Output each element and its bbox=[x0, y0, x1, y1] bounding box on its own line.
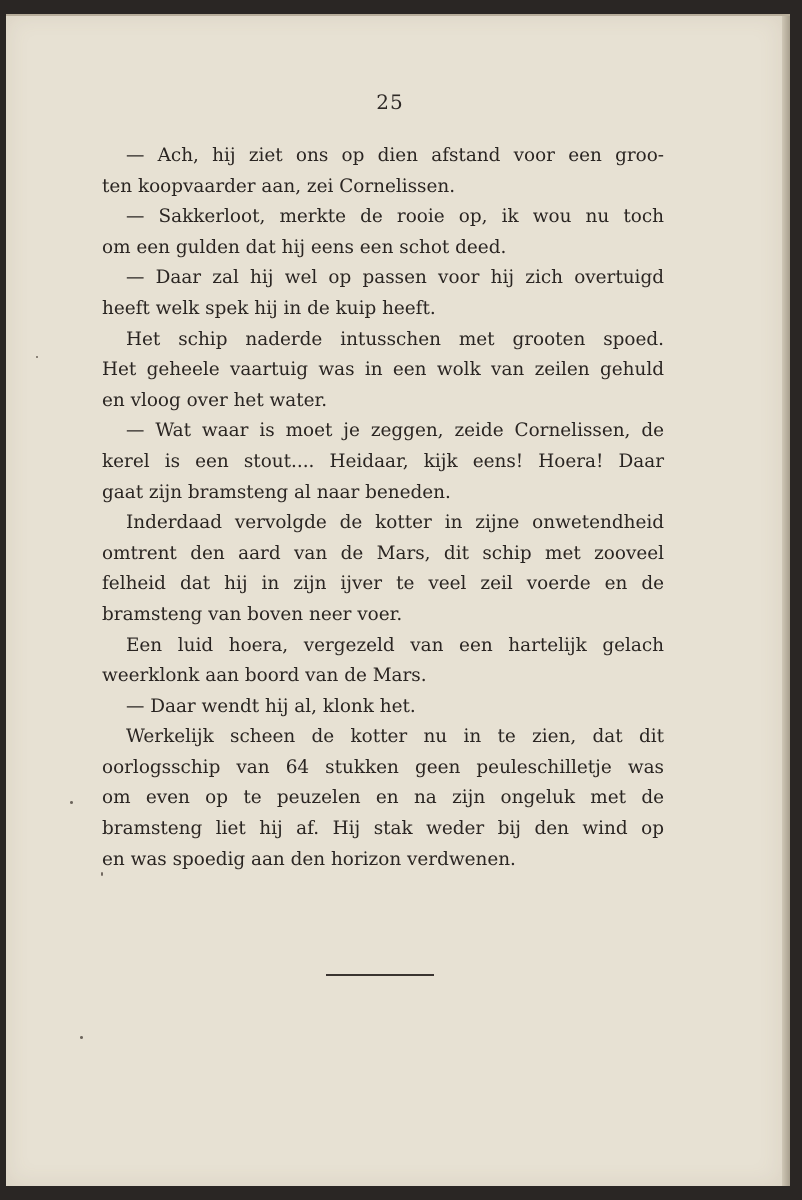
text-line: heeft welk spek hij in de kuip heeft. bbox=[102, 297, 436, 319]
text-line: om een gulden dat hij eens een schot deed. bbox=[102, 236, 507, 258]
text-line: — Daar zal hij wel op passen voor hij zich overtuigd bbox=[126, 267, 664, 289]
text-line: Werkelijk scheen de kotter nu in te zien, dat dit bbox=[126, 726, 664, 748]
text-line: gaat zijn bramsteng al naar beneden. bbox=[102, 481, 451, 503]
page-number: 25 bbox=[376, 90, 404, 114]
page-top-edge bbox=[6, 14, 790, 16]
text-line: en was spoedig aan den horizon verdwenen. bbox=[102, 848, 516, 870]
text-line: — Daar wendt hij al, klonk het. bbox=[126, 695, 416, 717]
text-line: en vloog over het water. bbox=[102, 389, 328, 411]
text-line: om even op te peuzelen en na zijn ongeluk met de bbox=[102, 787, 664, 809]
text-line: weerklonk aan boord van de Mars. bbox=[102, 665, 427, 687]
text-line: felheid dat hij in zijn ijver te veel zeil voerde en de bbox=[102, 573, 664, 595]
paper-speck bbox=[70, 801, 73, 804]
text-line: Inderdaad vervolgde de kotter in zijne onwetendheid bbox=[126, 512, 664, 534]
text-line: kerel is een stout.... Heidaar, kijk eens! Hoera! Daar bbox=[102, 450, 664, 472]
paper-speck bbox=[101, 872, 103, 876]
text-line: oorlogsschip van 64 stukken geen peuleschilletje was bbox=[102, 756, 664, 778]
body-text bbox=[102, 141, 664, 875]
book-page bbox=[6, 14, 782, 1186]
text-line: bramsteng van boven neer voer. bbox=[102, 603, 403, 625]
text-line: omtrent den aard van de Mars, dit schip met zooveel bbox=[102, 542, 664, 564]
text-line: — Ach, hij ziet ons op dien afstand voor een groo- bbox=[126, 145, 664, 166]
paper-speck bbox=[36, 356, 38, 358]
text-line: Een luid hoera, vergezeld van een hartelijk gelach bbox=[126, 634, 664, 656]
text-line: — Wat waar is moet je zeggen, zeide Cornelissen, de bbox=[126, 420, 664, 442]
paper-speck bbox=[80, 1036, 83, 1039]
text-line: Het schip naderde intusschen met grooten spoed. bbox=[126, 328, 664, 350]
section-end-rule bbox=[326, 974, 434, 976]
text-line: ten koopvaarder aan, zei Cornelissen. bbox=[102, 175, 456, 197]
text-line: bramsteng liet hij af. Hij stak weder bij den wind op bbox=[102, 818, 664, 840]
text-line: Het geheele vaartuig was in een wolk van zeilen gehuld bbox=[102, 359, 664, 381]
text-line: — Sakkerloot, merkte de rooie op, ik wou nu toch bbox=[126, 206, 664, 228]
page-edge bbox=[782, 14, 790, 1186]
